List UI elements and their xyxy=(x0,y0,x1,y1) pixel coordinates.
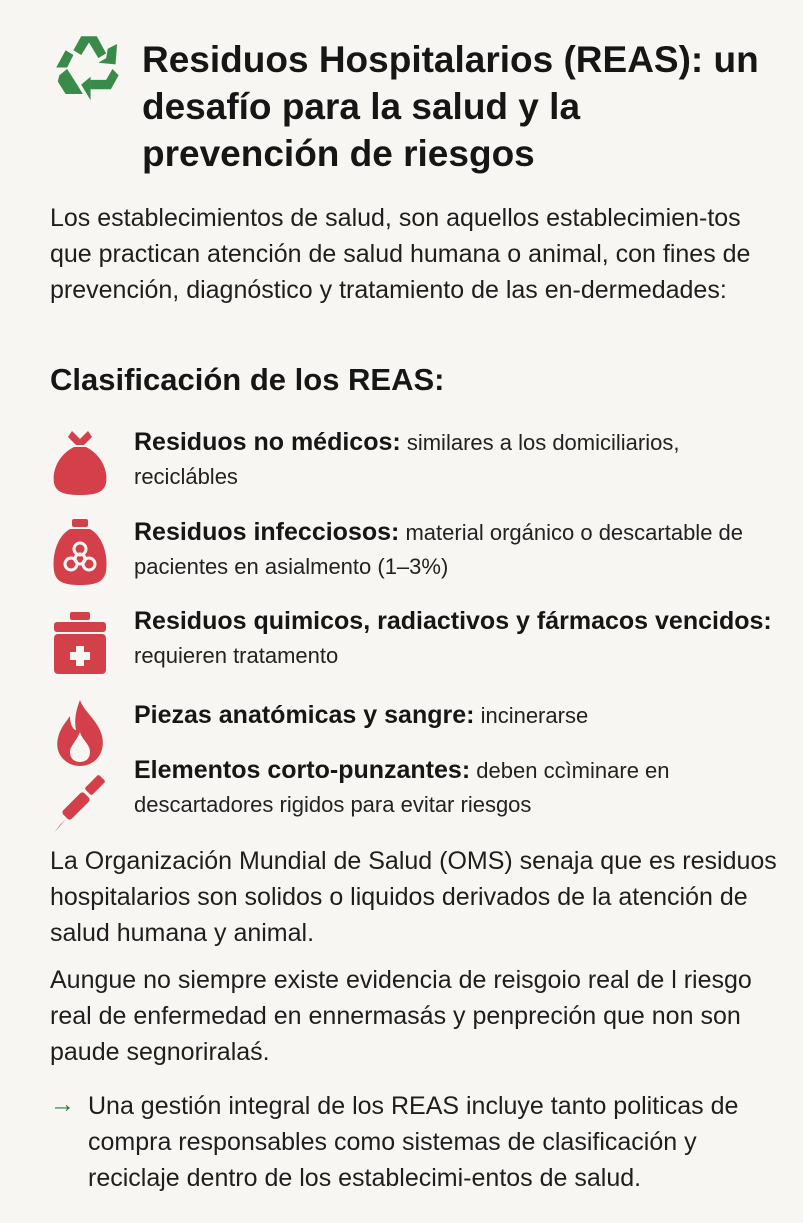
recycle-icon xyxy=(50,30,128,108)
item-description: deben ccìminare en descartadores rigidos para evitar riesgos xyxy=(134,758,670,817)
oms-paragraph: La Organización Mundial de Salud (OMS) senaja que es residuos hospitalarios son solidos o liquidos derivados de la atención de salud humana y animal. xyxy=(50,847,777,947)
item-label: Residuos infecciosos: xyxy=(134,518,400,546)
item-label: Elementos corto-punzantes: xyxy=(134,756,471,784)
item-label: Piezas anatómicas y sangre: xyxy=(134,701,475,729)
garbage-bag-icon xyxy=(50,427,110,497)
item-label: Residuos quimicos, radiactivos y fármacos vencidos: xyxy=(134,607,772,635)
item-description: requieren tratamento xyxy=(134,643,339,668)
risk-paragraph: Aungue no siempre existe evidencia de reisgoio real de l riesgo real de enfermedad en ennermasás y penprеción que non son paude segnoriralaś. xyxy=(50,966,752,1066)
arrow-right-icon: → xyxy=(50,1090,75,1118)
biohazard-bag-icon xyxy=(50,517,110,587)
syringe-icon xyxy=(50,767,110,837)
item-label: Residuos no médicos: xyxy=(134,428,401,456)
flame-icon xyxy=(50,698,110,768)
page-title: Residuos Hospitalarios (REAS): un desafío para la salud y la prevención de riesgos xyxy=(142,39,759,174)
conclusion-text: Una gestión integral de los REAS incluye tanto politicas de compra responsables como sistemas de clasificación y reciclaje dentro de los establecimi-entos de salud. xyxy=(88,1092,739,1192)
item-description: similares a los domiciliarios, reciclábles xyxy=(134,430,680,489)
classification-title: Clasificación de los REAS: xyxy=(50,362,445,397)
item-description: material orgánico o descartable de pacientes en asialmento (1–3%) xyxy=(134,520,744,579)
item-description: incinerarse xyxy=(480,703,589,728)
header xyxy=(50,28,790,188)
medical-box-icon xyxy=(50,608,110,678)
intro-paragraph: Los establecimientos de salud, son aquellos establecimien-tos que practican atención de salud humana o animal, con fines de prevención, diagnóstico y tratamiento de las en-dermedades: xyxy=(50,204,751,304)
